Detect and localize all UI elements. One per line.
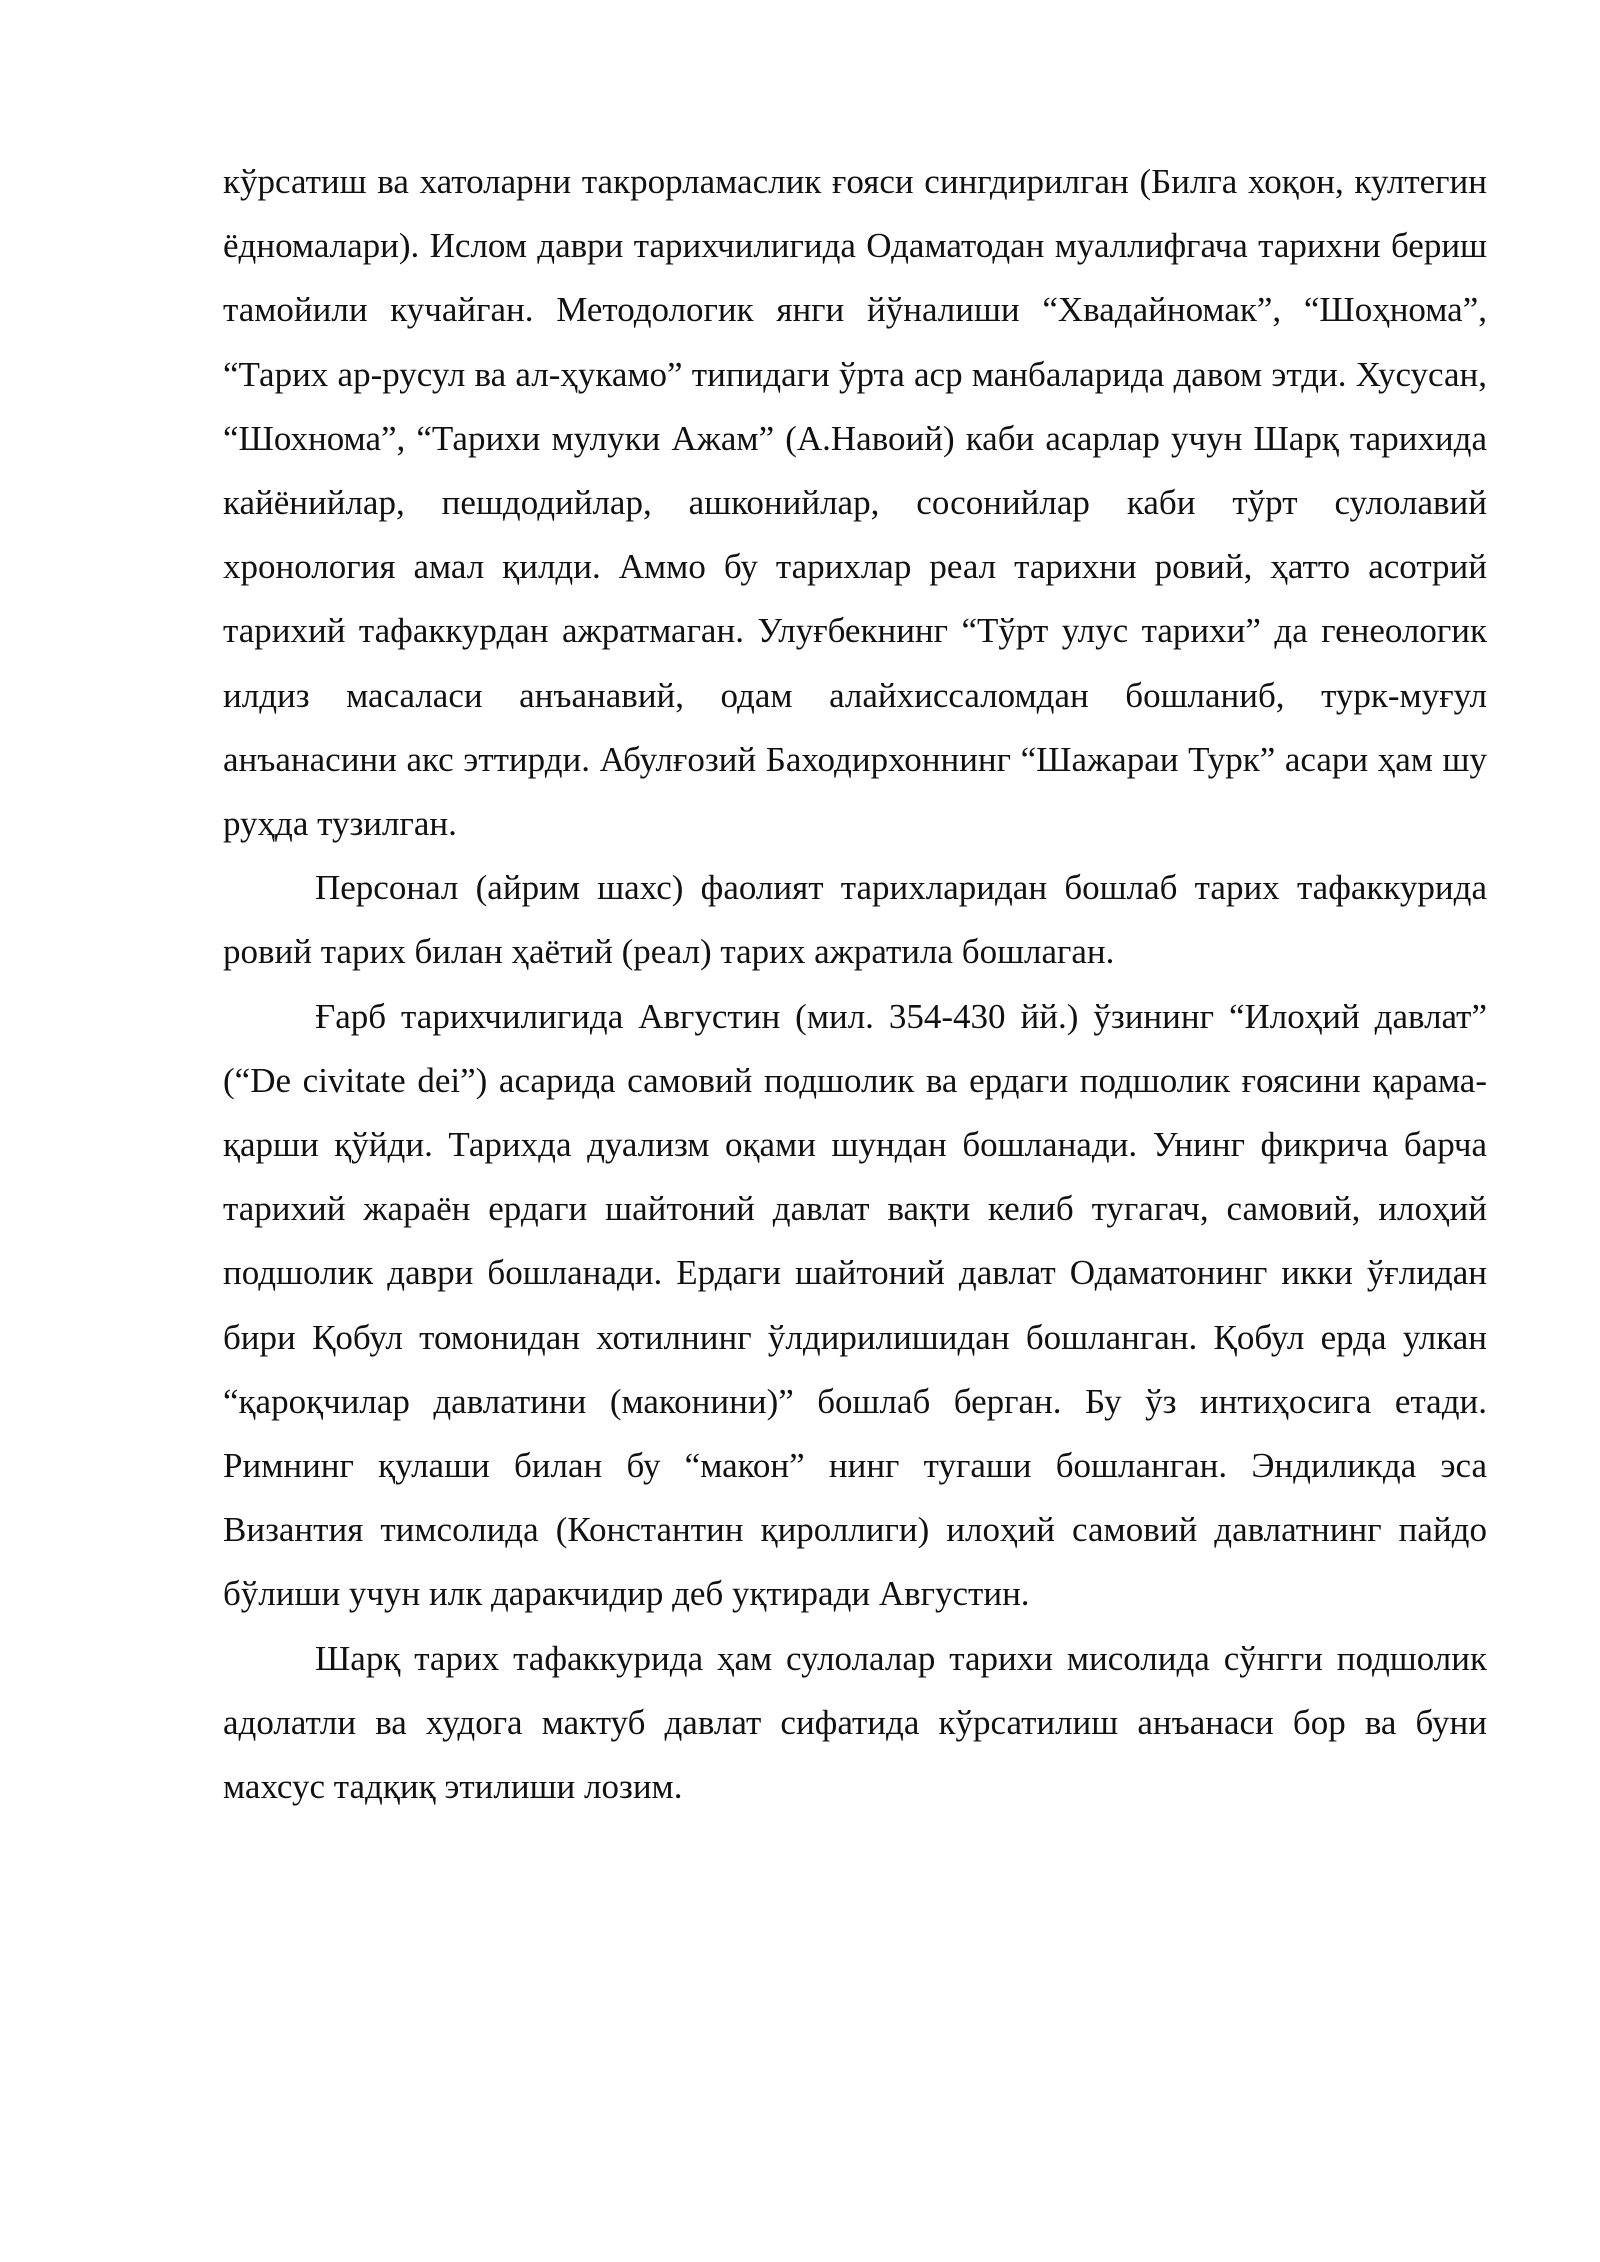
paragraph-eastern-thought: Шарқ тарих тафаккурида ҳам сулолалар тарихи мисолида сўнгги подшолик адолатли ва худога мактуб давлат сифатида кўрсатилиш анъанаси бор ва буни махсус тадқиқ этилиши лозим. bbox=[223, 1638, 1487, 1807]
body-text bbox=[223, 150, 1487, 1819]
paragraph-augustine: Ғарб тарихчилигида Августин (мил. 354-430 йй.) ўзининг “Илоҳий давлат” (“De civitate dei”) асарида самовий подшолик ва ердаги подшолик ғоясини қарама-қарши қўйди. Тарихда дуализм оқами шундан бошланади. Унинг фикрича барча тарихий жараён ердаги шайтоний давлат вақти келиб тугагач, самовий, илоҳий подшолик даври бошланади. Ердаги шайтоний давлат Одаматонинг икки ўғлидан бири Қобул томонидан хотилнинг ўлдирилишидан бошланган. Қобул ерда улкан “қароқчилар давлатини (маконини)” бошлаб берган. Бу ўз интиҳосига етади. Римнинг қулаши билан бу “макон” нинг тугаши бошланган. Эндиликда эса Византия тимсолида (Константин қироллиги) илоҳий самовий давлатнинг пайдо бўлиши учун илк даракчидир деб уқтиради Августин. bbox=[223, 996, 1487, 1614]
paragraph-personal-history: Персонал (айрим шахс) фаолият тарихларидан бошлаб тарих тафаккурида ровий тарих билан ҳаётий (реал) тарих ажратила бошлаган. bbox=[223, 868, 1487, 972]
paragraph-continuation: кўрсатиш ва хатоларни такрорламаслик ғояси сингдирилган (Билга хоқон, култегин ёдномалари). Ислом даври тарихчилигида Одаматодан муаллифгача тарихни бериш тамойили кучайган. Методологик янги йўналиши “Хвадайномак”, “Шоҳнома”, “Тарих ар-русул ва ал-ҳукамо” типидаги ўрта аср манбаларида давом этди. Хусусан, “Шохнома”, “Тарихи мулуки Ажам” (А.Навоий) каби асарлар учун Шарқ тарихида кайёнийлар, пешдодийлар, ашконийлар, сосонийлар каби тўрт сулолавий хронология амал қилди. Аммо бу тарихлар реал тарихни ровий, ҳатто асотрий тарихий тафаккурдан ажратмаган. Улуғбекнинг “Тўрт улус тарихи” да генеологик илдиз масаласи анъанавий, одам алайхиссаломдан бошланиб, турк-муғул анъанасини акс эттирди. Абулғозий Баходирхоннинг “Шажараи Турк” асари ҳам шу руҳда тузилган. bbox=[223, 162, 1487, 844]
